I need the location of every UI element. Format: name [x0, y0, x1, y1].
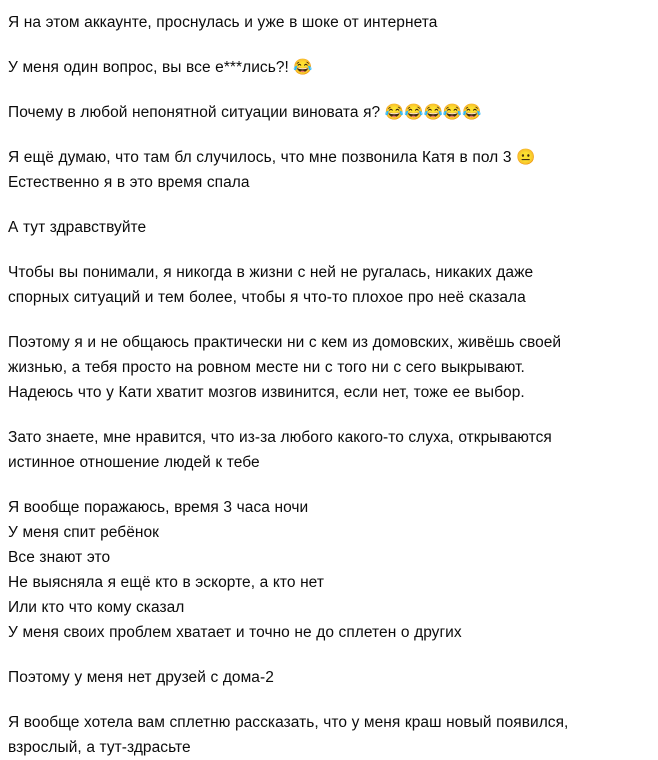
paragraph	[8, 665, 650, 690]
paragraph	[8, 260, 650, 310]
text-line: Я на этом аккаунте, проснулась и уже в шоке от интернета	[8, 14, 438, 31]
text-line: У меня своих проблем хватает и точно не до сплетен о других	[8, 624, 462, 641]
text-line: жизнью, а тебя просто на ровном месте ни с того ни с сего выкрывают.	[8, 359, 525, 376]
text-line: Надеюсь что у Кати хватит мозгов извинится, если нет, тоже ее выбор.	[8, 384, 525, 401]
text-line: Чтобы вы понимали, я никогда в жизни с ней не ругалась, никаких даже	[8, 264, 534, 281]
text-line: У меня один вопрос, вы все е***лись?! 😂	[8, 59, 313, 76]
text-line: Поэтому я и не общаюсь практически ни с кем из домовских, живёшь своей	[8, 334, 562, 351]
text-line: Я вообще поражаюсь, время 3 часа ночи	[8, 499, 309, 516]
paragraph	[8, 215, 650, 240]
paragraph	[8, 145, 650, 195]
paragraph	[8, 710, 650, 760]
text-line: Почему в любой непонятной ситуации виновата я? 😂😂😂😂😂	[8, 104, 482, 121]
text-line: Или кто что кому сказал	[8, 599, 185, 616]
text-line: Я вообще хотела вам сплетню рассказать, что у меня краш новый появился,	[8, 714, 569, 731]
text-line: Все знают это	[8, 549, 111, 566]
paragraph	[8, 330, 650, 405]
text-line: У меня спит ребёнок	[8, 524, 159, 541]
text-line: Зато знаете, мне нравится, что из-за любого какого-то слуха, открываются	[8, 429, 552, 446]
text-line: Не выясняла я ещё кто в эскорте, а кто нет	[8, 574, 324, 591]
text-line: взрослый, а тут-здрасьте	[8, 739, 191, 756]
paragraph	[8, 55, 650, 80]
paragraph	[8, 10, 650, 35]
text-line: Я ещё думаю, что там бл случилось, что мне позвонила Катя в пол 3 😐	[8, 149, 536, 166]
text-line: Поэтому у меня нет друзей с дома-2	[8, 669, 274, 686]
text-line: А тут здравствуйте	[8, 219, 147, 236]
paragraph	[8, 100, 650, 125]
text-line: истинное отношение людей к тебе	[8, 454, 260, 471]
paragraph	[8, 495, 650, 645]
text-line: спорных ситуаций и тем более, чтобы я что-то плохое про неё сказала	[8, 289, 526, 306]
paragraph	[8, 425, 650, 475]
text-line: Естественно я в это время спала	[8, 174, 250, 191]
